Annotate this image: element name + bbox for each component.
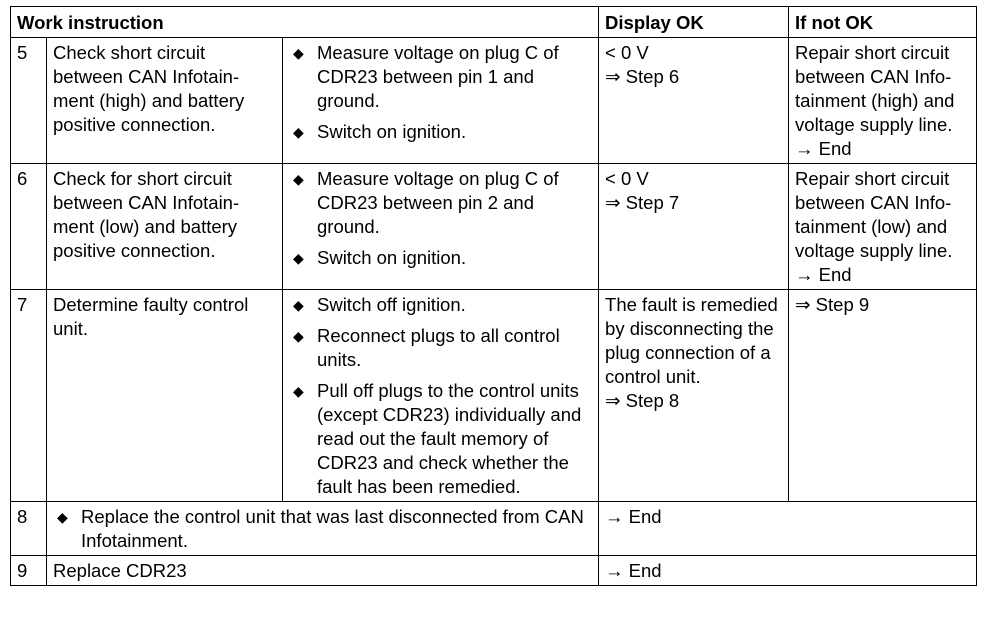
header-row bbox=[11, 7, 977, 38]
check-description: Check short circuit between CAN Infotain-ment (high) and battery positive connection. bbox=[47, 38, 283, 164]
action-item: ◆ Switch off ignition. bbox=[293, 294, 466, 315]
action-item: ◆ Measure voltage on plug C of CDR23 between pin 2 and ground. bbox=[293, 168, 559, 237]
table-row bbox=[11, 164, 977, 290]
display-ok-value: < 0 V bbox=[605, 42, 649, 63]
not-ok-next: → End bbox=[795, 264, 852, 285]
header-display-ok: Display OK bbox=[599, 7, 789, 38]
check-description: Determine faulty control unit. bbox=[47, 290, 283, 502]
step-number: 8 bbox=[11, 502, 47, 556]
display-ok-cell bbox=[599, 290, 789, 502]
bullet-diamond-icon: ◆ bbox=[293, 171, 304, 187]
action-cell bbox=[47, 502, 599, 556]
bullet-diamond-icon: ◆ bbox=[293, 45, 304, 61]
not-ok-cell bbox=[789, 164, 977, 290]
display-ok-cell bbox=[599, 164, 789, 290]
action-item: ◆ Pull off plugs to the control units (except CDR23) individually and read out the fault memory of CDR23 and check whether the fault has been remedied. bbox=[293, 380, 582, 497]
display-ok-next: ⇒ Step 7 bbox=[605, 192, 680, 213]
bullet-diamond-icon: ◆ bbox=[293, 328, 304, 344]
step-number: 9 bbox=[11, 556, 47, 586]
action-cell bbox=[283, 290, 599, 502]
not-ok-text: Repair short circuit between CAN Info-tainment (low) and voltage supply line. bbox=[795, 168, 953, 261]
action-item: ◆ Reconnect plugs to all control units. bbox=[293, 325, 560, 370]
table-row bbox=[11, 38, 977, 164]
action-cell bbox=[283, 38, 599, 164]
check-description: Check for short circuit between CAN Infotain-ment (low) and battery positive connection. bbox=[47, 164, 283, 290]
display-ok-cell bbox=[599, 38, 789, 164]
display-ok-next: ⇒ Step 6 bbox=[605, 66, 680, 87]
not-ok-next: → End bbox=[795, 138, 852, 159]
action-item: ◆ Measure voltage on plug C of CDR23 between pin 1 and ground. bbox=[293, 42, 559, 111]
display-ok-cell: → End bbox=[599, 556, 977, 586]
display-ok-cell: → End bbox=[599, 502, 977, 556]
table-row bbox=[11, 290, 977, 502]
bullet-diamond-icon: ◆ bbox=[57, 509, 68, 525]
display-ok-value: The fault is remedied by disconnecting the plug connection of a control unit. bbox=[605, 294, 778, 387]
not-ok-cell bbox=[789, 38, 977, 164]
display-ok-next: ⇒ Step 8 bbox=[605, 390, 680, 411]
table-row bbox=[11, 556, 977, 586]
action-item: ◆ Replace the control unit that was last disconnected from CAN Infotainment. bbox=[57, 506, 584, 551]
action-item: ◆ Switch on ignition. bbox=[293, 121, 467, 142]
action-item: ◆ Switch on ignition. bbox=[293, 247, 467, 268]
bullet-diamond-icon: ◆ bbox=[293, 383, 304, 399]
header-if-not-ok: If not OK bbox=[789, 7, 977, 38]
work-instruction-table bbox=[10, 6, 977, 586]
display-ok-value: < 0 V bbox=[605, 168, 649, 189]
bullet-diamond-icon: ◆ bbox=[293, 250, 304, 266]
not-ok-text: Repair short circuit between CAN Info-tainment (high) and voltage supply line. bbox=[795, 42, 955, 135]
table-row bbox=[11, 502, 977, 556]
not-ok-next: ⇒ Step 9 bbox=[795, 294, 870, 315]
not-ok-cell bbox=[789, 290, 977, 502]
step-number: 7 bbox=[11, 290, 47, 502]
step-number: 6 bbox=[11, 164, 47, 290]
action-cell bbox=[283, 164, 599, 290]
step-number: 5 bbox=[11, 38, 47, 164]
header-work-instruction: Work instruction bbox=[11, 7, 599, 38]
bullet-diamond-icon: ◆ bbox=[293, 124, 304, 140]
action-text: Replace CDR23 bbox=[47, 556, 599, 586]
bullet-diamond-icon: ◆ bbox=[293, 297, 304, 313]
